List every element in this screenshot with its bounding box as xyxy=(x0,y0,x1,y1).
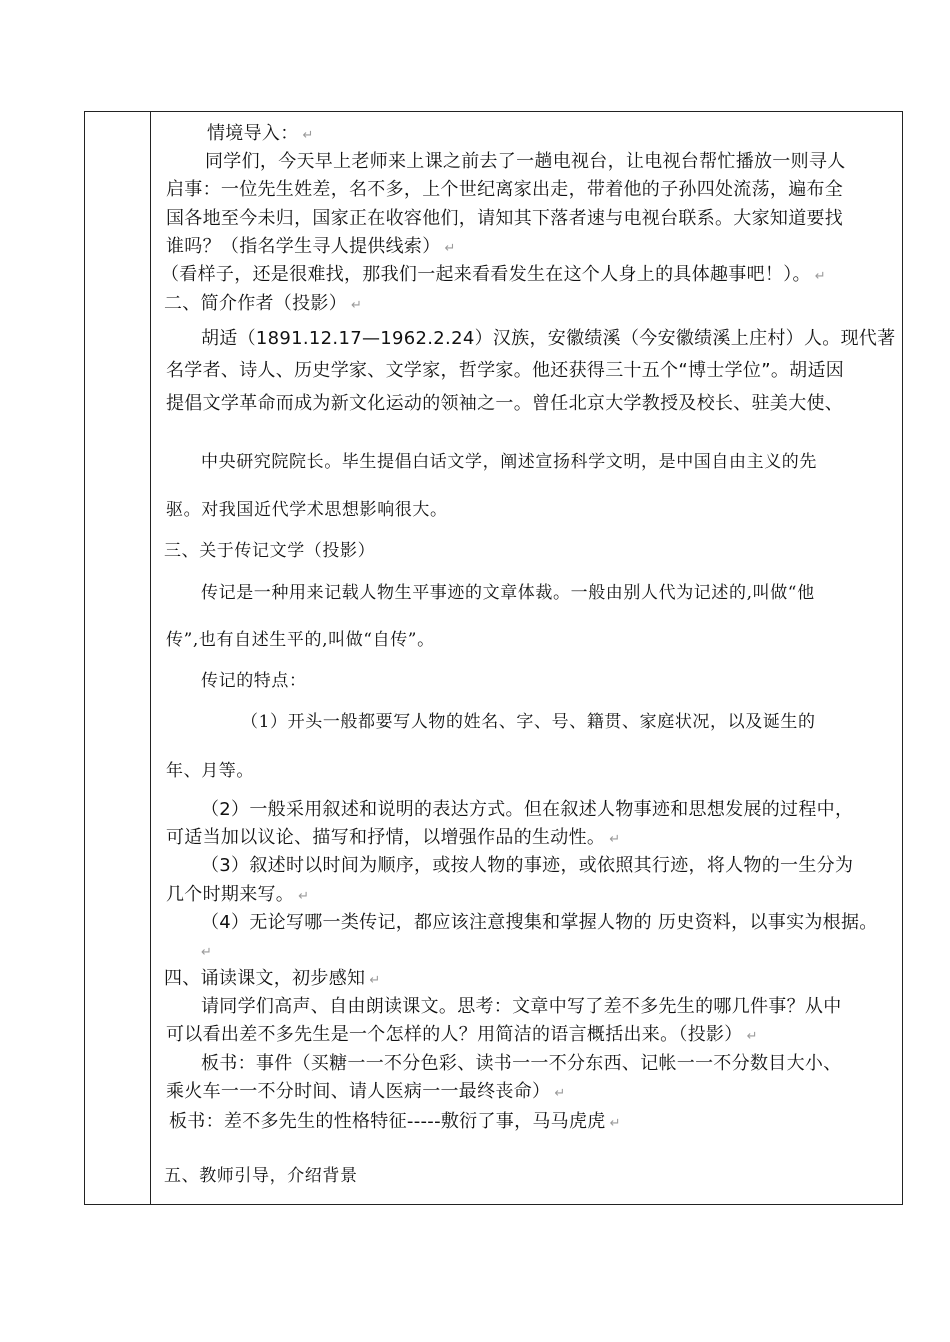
paragraph-mark-icon: ↵ xyxy=(201,945,213,960)
text-line: 乘火车一一不分时间、请人医病一一最终丧命） ↵ xyxy=(166,1081,566,1102)
text-line: 中央研究院院长。毕生提倡白话文学，阐述宣扬科学文明，是中国自由主义的先 xyxy=(201,452,817,472)
text-line: 情境导入： ↵ xyxy=(207,123,314,144)
paragraph-mark-icon: ↵ xyxy=(746,1029,758,1044)
text-line: 提倡文学革命而成为新文化运动的领袖之一。曾任北京大学教授及校长、驻美大使、 xyxy=(166,393,844,414)
text-line: （2）一般采用叙述和说明的表达方式。但在叙述人物事迹和思想发展的过程中， xyxy=(201,799,854,820)
text-line xyxy=(197,939,212,965)
text-line: （4）无论写哪一类传记，都应该注意搜集和掌握人物的 历史资料，以事实为根据。 xyxy=(201,912,878,933)
paragraph-mark-icon: ↵ xyxy=(351,298,363,313)
text-line: 胡适（1891.12.17—1962.2.24）汉族，安徽绩溪（今安徽绩溪上庄村）人。现代著 xyxy=(201,328,896,349)
text-line: 国各地至今未归，国家正在收容他们，请知其下落者速与电视台联系。大家知道要找 xyxy=(166,208,844,229)
text-line: 同学们，今天早上老师来上课之前去了一趟电视台，让电视台帮忙播放一则寻人 xyxy=(205,151,846,172)
section-heading: 二、简介作者（投影） ↵ xyxy=(164,293,363,314)
paragraph-mark-icon: ↵ xyxy=(298,889,310,904)
content-cell xyxy=(161,112,901,1204)
text-line: （1）开头一般都要写人物的姓名、字、号、籍贯、家庭状况，以及诞生的 xyxy=(241,712,816,732)
left-column-cell xyxy=(85,112,151,1204)
paragraph-mark-icon: ↵ xyxy=(444,241,456,256)
text-line: 板书：差不多先生的性格特征-----敷衍了事，马马虎虎 ↵ xyxy=(169,1111,621,1132)
paragraph-mark-icon: ↵ xyxy=(369,973,381,988)
text-line: 可适当加以议论、描写和抒情，以增强作品的生动性。 ↵ xyxy=(166,827,621,848)
text-line: （3）叙述时以时间为顺序，或按人物的事迹，或依照其行迹，将人物的一生分为 xyxy=(201,855,854,876)
text-line: （看样子，还是很难找，那我们一起来看看发生在这个人身上的具体趣事吧！）。 ↵ xyxy=(161,264,826,285)
text-line: 驱。对我国近代学术思想影响很大。 xyxy=(166,500,448,520)
paragraph-mark-icon: ↵ xyxy=(554,1086,566,1101)
paragraph-mark-icon: ↵ xyxy=(814,269,826,284)
paragraph-mark-icon: ↵ xyxy=(302,128,314,143)
text-line: 传记的特点： xyxy=(201,671,307,691)
text-line: 名学者、诗人、历史学家、文学家，哲学家。他还获得三十五个“博士学位”。胡适因 xyxy=(166,360,845,381)
text-line: 几个时期来写。 ↵ xyxy=(166,884,310,905)
paragraph-mark-icon: ↵ xyxy=(609,1116,621,1131)
text-line: 传记是一种用来记载人物生平事迹的文章体裁。一般由别人代为记述的,叫做“他 xyxy=(201,583,815,603)
text-line: 可以看出差不多先生是一个怎样的人？用简洁的语言概括出来。（投影） ↵ xyxy=(166,1024,758,1045)
text-line: 板书：事件（买糖一一不分色彩、读书一一不分东西、记帐一一不分数目大小、 xyxy=(201,1053,842,1074)
lesson-table xyxy=(84,111,903,1205)
section-heading: 五、教师引导，介绍背景 xyxy=(164,1166,358,1186)
section-heading: 三、关于传记文学（投影） xyxy=(164,541,376,561)
text-line: 谁吗？（指名学生寻人提供线索） ↵ xyxy=(166,236,456,257)
text-line: 传”,也有自述生平的,叫做“自传”。 xyxy=(166,630,435,650)
text-line: 启事：一位先生姓差，名不多，上个世纪离家出走，带着他的子孙四处流荡，遍布全 xyxy=(166,179,844,200)
text-line: 请同学们高声、自由朗读课文。思考：文章中写了差不多先生的哪几件事？从中 xyxy=(201,996,842,1017)
paragraph-mark-icon: ↵ xyxy=(609,832,621,847)
text-line: 年、月等。 xyxy=(166,761,254,781)
section-heading: 四、诵读课文，初步感知 ↵ xyxy=(164,968,381,989)
